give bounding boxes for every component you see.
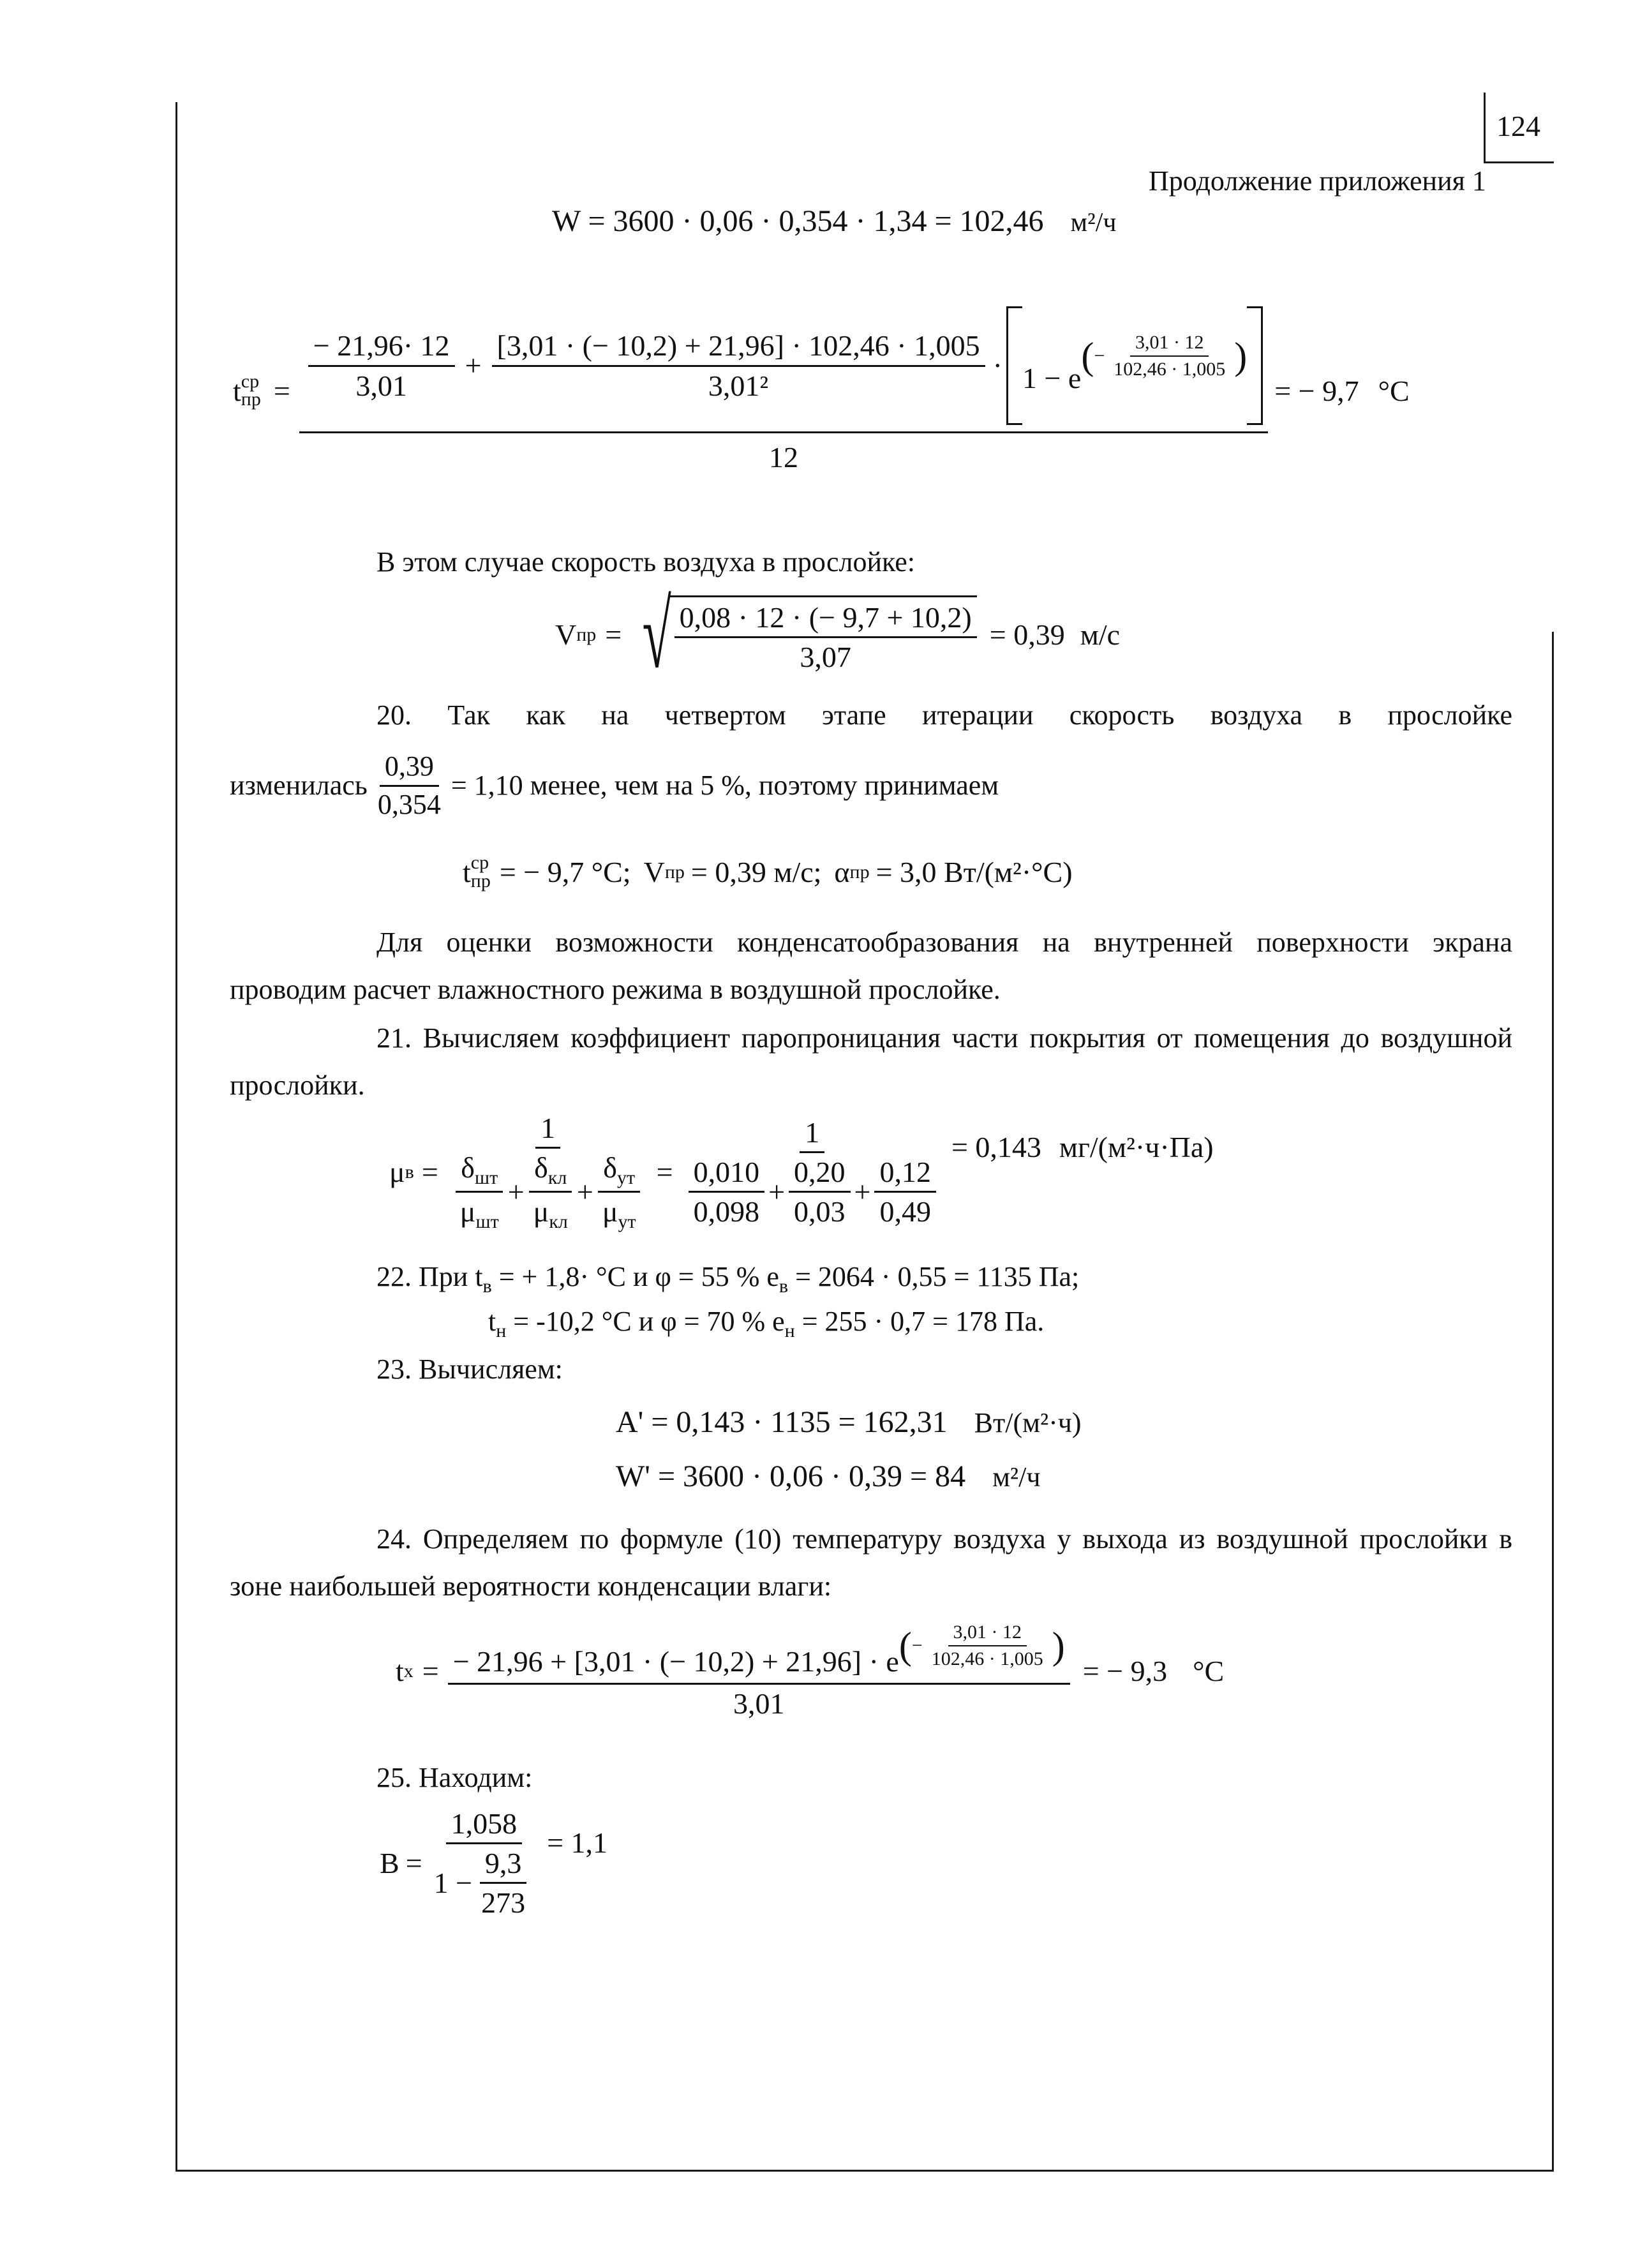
page-number-box-bottom (1484, 161, 1554, 163)
p20-line2: изменилась $\frac{0,39}{0,354}$ = 1,10 менее, чем на 5 %, поэтому принимаем (230, 750, 999, 820)
b-formula: В = 1,058 1 − $\frac{9,3}{273}$ = 1,1 (380, 1807, 608, 1920)
p23-heading: 23. Вычисляем: (376, 1354, 563, 1385)
header-continuation: Продолжение приложения 1 (1149, 165, 1486, 197)
w-formula (552, 203, 1117, 240)
tpr-exponential: 1 − e ( − $\frac{3,01 \cdot 12}{102,46 \cdot 1,005}$ ) (1022, 332, 1248, 395)
left-margin-line (175, 102, 177, 2170)
tpr-lhs: t ср пр = (233, 370, 290, 410)
mu-formula: μ в = 1 $\frac{\delta_{шт}}{\mu_{шт}}$ + $\frac{\delta_{кл}}{\mu_{кл}}$ + $\frac{\delta_{ут}}{\mu_{ут}}$ = 1 $\frac{0,010}{0,098}$ + $\frac{0,20}{0,03}$ + $\frac{0,12}{0,49}$ = 0,143 мг/(м²·ч·Па) (389, 1112, 1214, 1233)
p25-heading: 25. Находим: (376, 1762, 533, 1793)
w-formula-text: W = 3600 · 0,06 · 0,354 · 1,34 = 102,46 (552, 204, 1044, 238)
right-margin-line (1552, 632, 1554, 2170)
tpr-result: = − 9,7 (1274, 374, 1359, 407)
vpr-formula: V пр = √ $\frac{0,08 \cdot 12 \cdot (- 9,7 + 10,2)}{3,07}$ = 0,39 м/с (555, 582, 1121, 688)
bottom-margin-line (175, 2170, 1554, 2172)
page-number-box-left (1484, 93, 1486, 163)
speed-paragraph: В этом случае скорость воздуха в прослойке: (376, 546, 916, 578)
page-number: 124 (1496, 110, 1540, 142)
p21-paragraph: 21. Вычисляем коэффициент паропроницания части покрытия от помещения до воздушной прослойки. (230, 1022, 1512, 1101)
tpr-term-b: $\frac{[3,01 \cdot (- 10,2) + 21,96] \cdot 102,46 \cdot 1,005}{\text{3,01²}}$ (492, 328, 985, 403)
w-unit: м²/ч (1070, 208, 1117, 237)
mu-symbolic-fraction: 1 $\frac{\delta_{шт}}{\mu_{шт}}$ + $\frac{\delta_{кл}}{\mu_{кл}}$ + $\frac{\delta_{ут}}{\mu_{ут}}$ (446, 1110, 650, 1234)
tpr-right-bracket (1247, 306, 1263, 425)
p24-paragraph: 24. Определяем по формуле (10) температуру воздуха у выхода из воздушной прослойки в зоне наибольшей вероятности конденсации влаги: (230, 1523, 1512, 1602)
tpr-formula: t ср пр = $\frac{- 21,96\cdot 12}{3,01}$ + $\frac{[3,01 \cdot (- 10,2) + 21,96] \cdot 102,46 \cdot 1,005}{\text{3,01²}}$ · 1 − e ( − $\frac{3,01 \cdot 12}{102,46 \cdot 1,005}$ ) 12 = − 9,7 °С (233, 306, 1410, 475)
p20-line1: 20. Так как на четвертом этапе итерации скорость воздуха в прослойке (376, 699, 1512, 731)
tpr-term-a: $\frac{- 21,96\cdot 12}{3,01}$ (308, 328, 455, 403)
tpr-left-bracket (1006, 306, 1022, 425)
p22-line2: $t_н = -10,2$ °С и φ = 70 % $е_н = 255 \cdot 0,7 = 178$ Па. (488, 1306, 1045, 1341)
tx-formula: t х = − 21,96 + [3,01 · (− 10,2) + 21,96] · e ( − $\frac{3,01 \cdot 12}{102,46 \cdot 1,005}$ ) 3,01 = − 9,3 °С (396, 1622, 1225, 1720)
a-prime-formula: А' = 0,143 · 1135 = 162,31 Вт/(м²·ч) (616, 1405, 1082, 1439)
condensation-paragraph: Для оценки возможности конденсатообразования на внутренней поверхности экрана проводим расчет влажностного режима в воздушной прослойке. (230, 927, 1512, 1005)
sqrt-icon: √ (642, 582, 672, 688)
accepted-values: t ср пр = − 9,7 °С; V пр = 0,39 м/с; α пр = 3,0 Вт/(м²·°С) (463, 852, 1073, 892)
mu-numeric-fraction: 1 $\frac{0,010}{0,098}$ + $\frac{0,20}{0,03}$ + $\frac{0,12}{0,49}$ (680, 1115, 945, 1230)
w-prime-formula: W' = 3600 · 0,06 · 0,39 = 84 м²/ч (616, 1459, 1041, 1493)
tpr-main-fraction: $\frac{- 21,96\cdot 12}{3,01}$ + $\frac{[3,01 \cdot (- 10,2) + 21,96] \cdot 102,46 \cdot 1,005}{\text{3,01²}}$ · 1 − e ( − $\frac{3,01 \cdot 12}{102,46 \cdot 1,005}$ ) 12 (299, 306, 1268, 475)
p22-line1: 22. При $t_в$ = + 1,8· °С и φ = 55 % $е_в = 2064 \cdot 0,55 = 1135$ Па; (376, 1261, 1080, 1297)
